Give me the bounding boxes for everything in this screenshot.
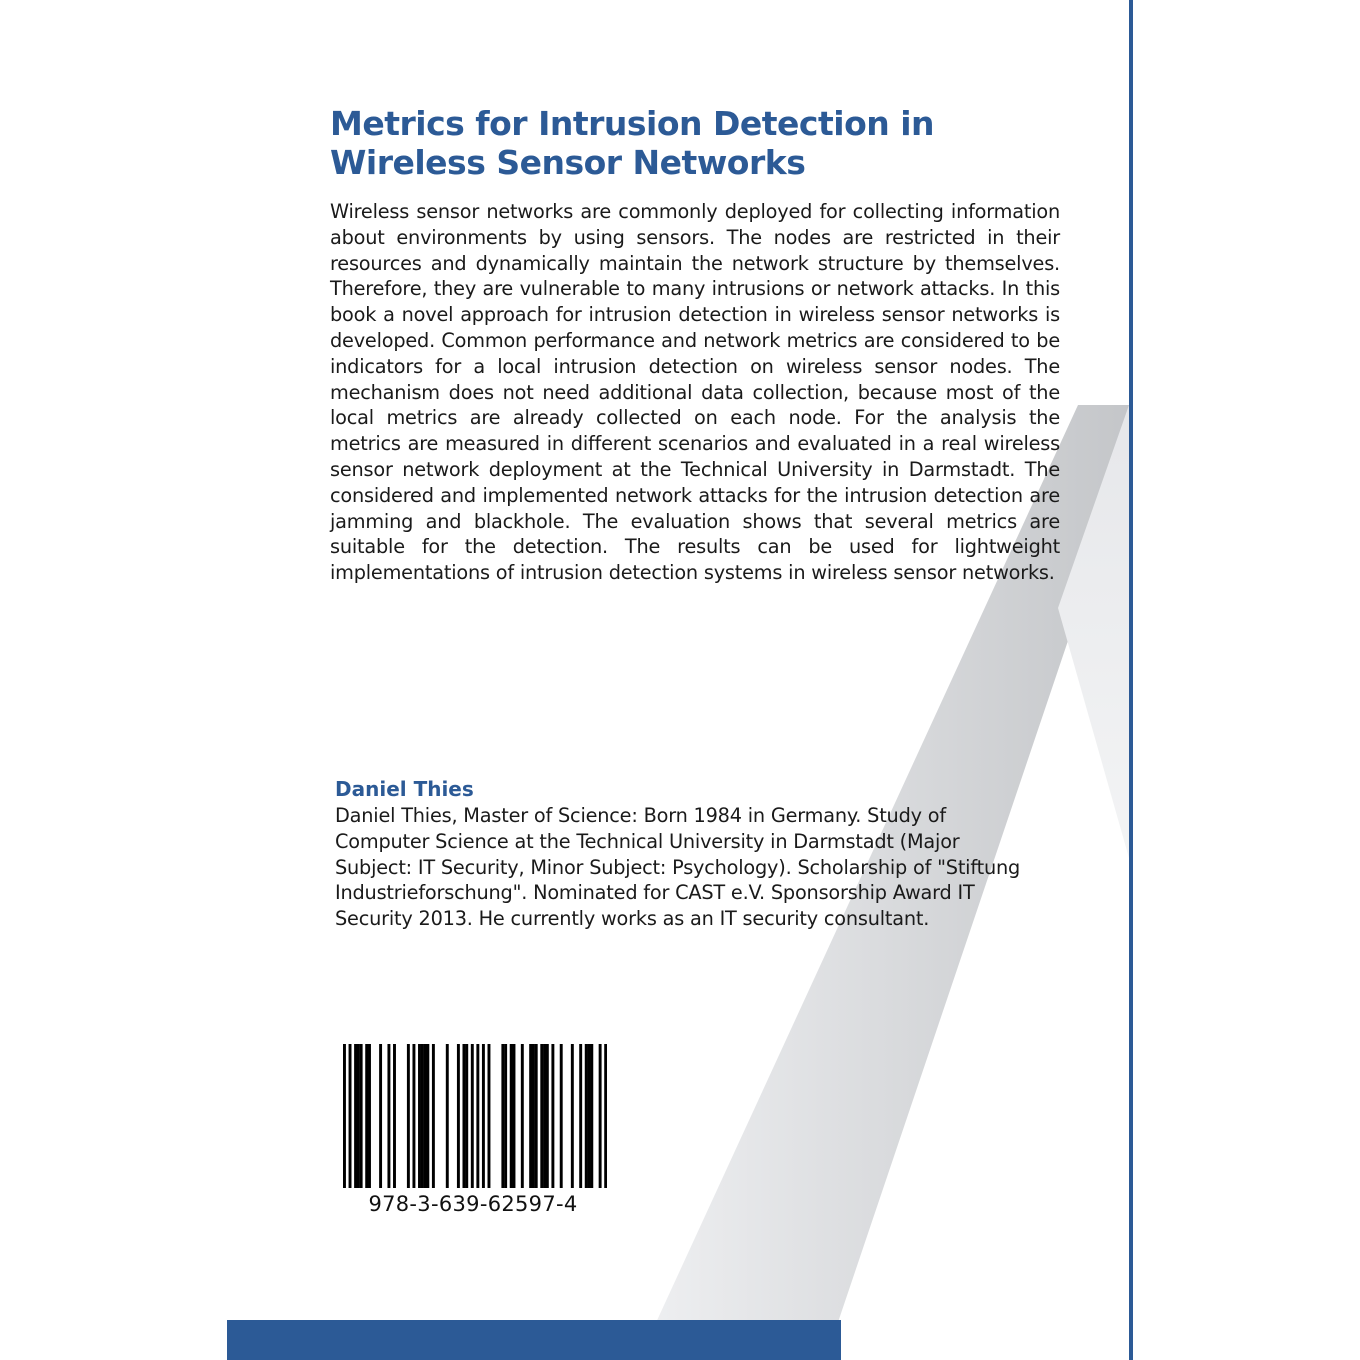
barcode-bar (379, 1044, 382, 1188)
barcode-bar (343, 1044, 346, 1188)
isbn-number: 978-3-639-62597-4 (368, 1192, 578, 1216)
ean13-barcode (343, 1044, 607, 1188)
author-name: Daniel Thies (335, 777, 474, 801)
barcode-bar (604, 1044, 607, 1188)
barcode-bar (368, 1044, 371, 1188)
barcode-bar (418, 1044, 421, 1188)
barcode-bar (513, 1044, 516, 1188)
author-bio: Daniel Thies, Master of Science: Born 1984 in Germany. Study of Computer Science at the Technical University in Darmstadt (Major Subject: IT Security, Minor Subject: Psychology). Scholarship of "Stiftung Industrieforschung". Nominated for CAST e.V. Sponsorship Award IT Security 2013. He currently works as an IT security consultant. (335, 804, 1021, 931)
barcode-bar (387, 1044, 390, 1188)
barcode-bar (543, 1044, 546, 1188)
spine-line (1129, 0, 1133, 1360)
barcode-bar (421, 1044, 424, 1188)
barcode-area (333, 1032, 613, 1222)
barcode-bar (471, 1044, 474, 1188)
barcode-bar (599, 1044, 602, 1188)
barcode-bar (588, 1044, 591, 1188)
barcode-bar (424, 1044, 427, 1188)
barcode-bar (482, 1044, 485, 1188)
barcode-bar (551, 1044, 554, 1188)
barcode-bar (357, 1044, 360, 1188)
barcode-bar (540, 1044, 543, 1188)
barcode-bar (585, 1044, 588, 1188)
barcode-bar (521, 1044, 524, 1188)
barcode-bar (476, 1044, 479, 1188)
barcode-bar (535, 1044, 538, 1188)
barcode-bar (571, 1044, 574, 1188)
book-title (330, 104, 1030, 182)
barcode-bar (365, 1044, 368, 1188)
barcode-bar (393, 1044, 396, 1188)
barcode-bar (426, 1044, 429, 1188)
barcode-bar (560, 1044, 563, 1188)
barcode-bar (488, 1044, 491, 1188)
barcode-bar (501, 1044, 504, 1188)
barcode-bar (432, 1044, 435, 1188)
barcode-bar (462, 1044, 465, 1188)
title-line-2: Wireless Sensor Networks (330, 143, 806, 182)
barcode-bar (412, 1044, 415, 1188)
barcode-bar (349, 1044, 352, 1188)
barcode-bar (532, 1044, 535, 1188)
barcode-bar (407, 1044, 410, 1188)
barcode-bar (510, 1044, 513, 1188)
barcode-bar (360, 1044, 363, 1188)
barcode-bar (457, 1044, 460, 1188)
barcode-bar (354, 1044, 357, 1188)
title-line-1: Metrics for Intrusion Detection in (330, 104, 935, 143)
barcode-bar (446, 1044, 449, 1188)
barcode-bar (546, 1044, 549, 1188)
barcode-bar (579, 1044, 582, 1188)
barcode-bar (465, 1044, 468, 1188)
barcode-bar (504, 1044, 507, 1188)
book-blurb: Wireless sensor networks are commonly deployed for collecting information about environments by using sensors. The nodes are restricted in their resources and dynamically maintain the network structure by themselves. Therefore, they are vulnerable to many intrusions or network attacks. In this book a novel approach for intrusion detection in wireless sensor networks is developed. Common performance and network metrics are considered to be indicators for a local intrusion detection on wireless sensor nodes. The mechanism does not need additional data collection, because most of the local metrics are already collected on each node. For the analysis the metrics are measured in different scenarios and evaluated in a real wireless sensor network deployment at the Technical University in Darmstadt. The considered and implemented network attacks for the intrusion detection are jamming and blackhole. The evaluation shows that several metrics are suitable for the detection. The results can be used for lightweight implementations of intrusion detection systems in wireless sensor networks. (330, 200, 1060, 585)
barcode-bar (529, 1044, 532, 1188)
barcode-bar (590, 1044, 593, 1188)
bottom-accent-band (227, 1320, 841, 1360)
